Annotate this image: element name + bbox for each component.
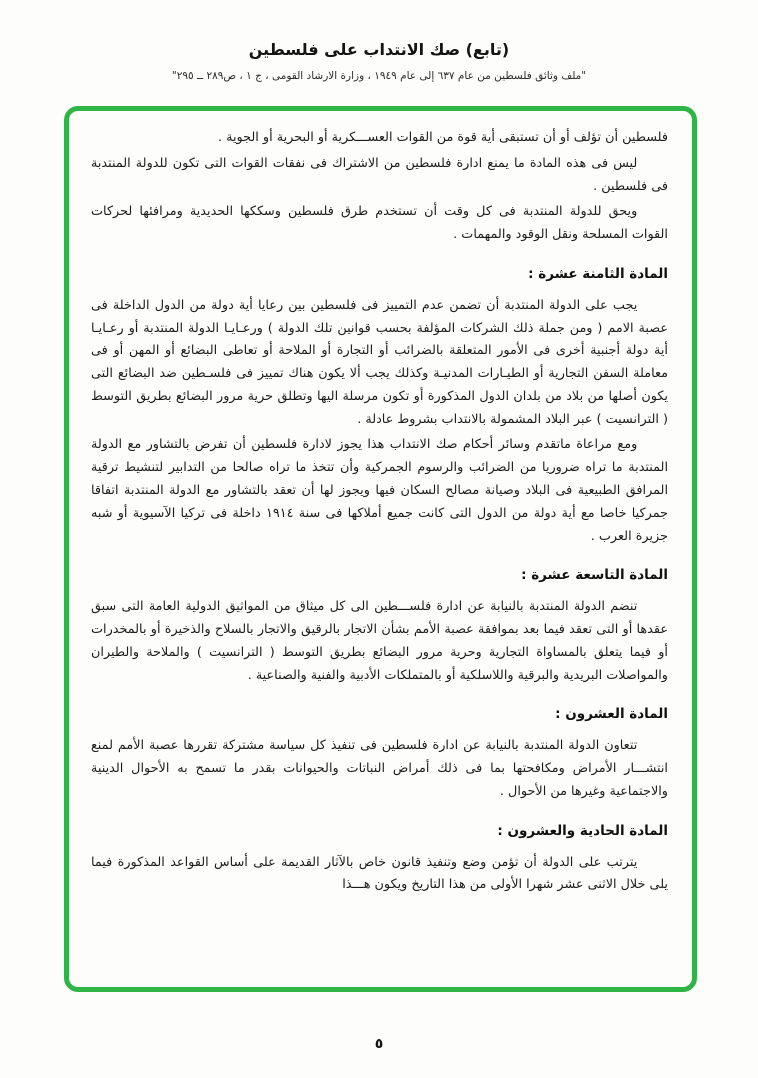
article-18-heading: المادة الثامنة عشرة :: [528, 265, 668, 282]
article-20-paragraph: تتعاون الدولة المنتدبة بالنيابة عن ادارة فلسطين فى تنفيذ كل سياسة مشتركة تقررها عصبة الأمم لمنع انتشـــار الأمراض ومكافحتها بما فى ذلك أمراض النباتات والحيوانات بقدر ما تسمح به الأحوال الدينية والاجتماعية وغيرها من الأحوال .: [91, 738, 668, 799]
document-header: [0, 0, 758, 82]
continuation-paragraph: فلسطين أن تؤلف أو أن تستبقى أية قوة من القوات العســـكرية أو البحرية أو الجوية .: [217, 130, 668, 145]
article-20-heading: المادة العشرون :: [555, 706, 668, 723]
article-18-paragraph: يجب على الدولة المنتدبة أن تضمن عدم التمييز فى فلسطين بين رعايا أية دولة من الدول الداخلة فى عصبة الامم ( ومن جملة ذلك الشركات المؤلفة بحسب قوانين تلك الدولة ) ورعـايـا الدولة المنتدبة أو رعـايـا أية دولة أجنبية أخرى فى الأمور المتعلقة بالضرائب أو التجارة أو الملاحة أو تعاطى البضائع أو المهن أو فى معاملة السفن التجارية أو الطيـارات المدنيـة وكذلك يجب ألا يكون هناك تمييز فى فلسـطين ضد البضائع التى يكون أصلها من بلاد من بلدان الدول المذكورة أو تكون مرسلة اليها وتطلق حرية مرور البضائع بطريق التوسط ( الترانسيت ) عبر البلاد المشمولة بالانتداب بشروط عادلة .: [91, 297, 668, 427]
content-frame: [64, 106, 697, 992]
article-21-heading: المادة الحادية والعشرون :: [497, 822, 668, 839]
paragraph: ليس فى هذه المادة ما يمنع ادارة فلسطين من الاشتراك فى نفقات القوات التى تكون للدولة المنتدبة فى فلسطين .: [91, 155, 668, 194]
paragraph: ويحق للدولة المنتدبة فى كل وقت أن تستخدم طرق فلسطين وسككها الحديدية ومرافئها لحركات القوات المسلحة ونقل الوقود والمهمات .: [91, 204, 668, 243]
document-title: (تابع) صك الانتداب على فلسطين: [248, 40, 510, 59]
article-21-paragraph: يترتب على الدولة أن تؤمن وضع وتنفيذ قانون خاص بالآثار القديمة على أساس القواعد المذكورة فيما يلى خلال الاثنى عشر شهرا الأولى من هذا التاريخ ويكون هـــذا: [91, 854, 668, 893]
document-source-citation: "ملف وثائق فلسطين من عام ٦٣٧ إلى عام ١٩٤٩ ، وزارة الارشاد القومى ، ج ١ ، ص٢٨٩ ــ ٢٩٥": [171, 70, 587, 82]
article-19-heading: المادة التاسعة عشرة :: [521, 567, 668, 584]
article-19-paragraph: تنضم الدولة المنتدبة بالنيابة عن ادارة فلســـطين الى كل ميثاق من المواثيق الدولية العامة التى سبق عقدها أو التى تعقد فيما بعد بموافقة عصبة الأمم بشأن الاتجار بالرقيق والاتجار بالسلاح والذخيرة أو بالمخدرات أو فيما يتعلق بالمساواة التجارية وحرية مرور البضائع بطريق التوسط ( الترانسيت ) والملاحة والطيران والمواصلات البريدية والبرقية واللاسلكية أو بالمتملكات الأدبية والفنية والصناعية .: [91, 599, 668, 683]
page-number: ٥: [374, 1036, 384, 1052]
article-18-paragraph: ومع مراعاة ماتقدم وسائر أحكام صك الانتداب هذا يجوز لادارة فلسطين أن تفرض بالتشاور مع الدولة المنتدبة ما تراه ضروريا من الضرائب والرسوم الجمركية وأن تتخذ ما تراه صالحا من التدابير لتنشيط ترقية المرافق الطبيعية فى البلاد وصيانة مصالح السكان فيها ويجوز لها أن تعقد بالتشاور مع الدولة المنتدبة اتفاقا جمركيا خاصا مع أية دولة من الدول التى كانت جميع أملاكها فى سنة ١٩١٤ داخلة فى تركيا الآسيوية أو شبه جزيرة العرب .: [91, 437, 669, 544]
document-body: [91, 127, 668, 897]
